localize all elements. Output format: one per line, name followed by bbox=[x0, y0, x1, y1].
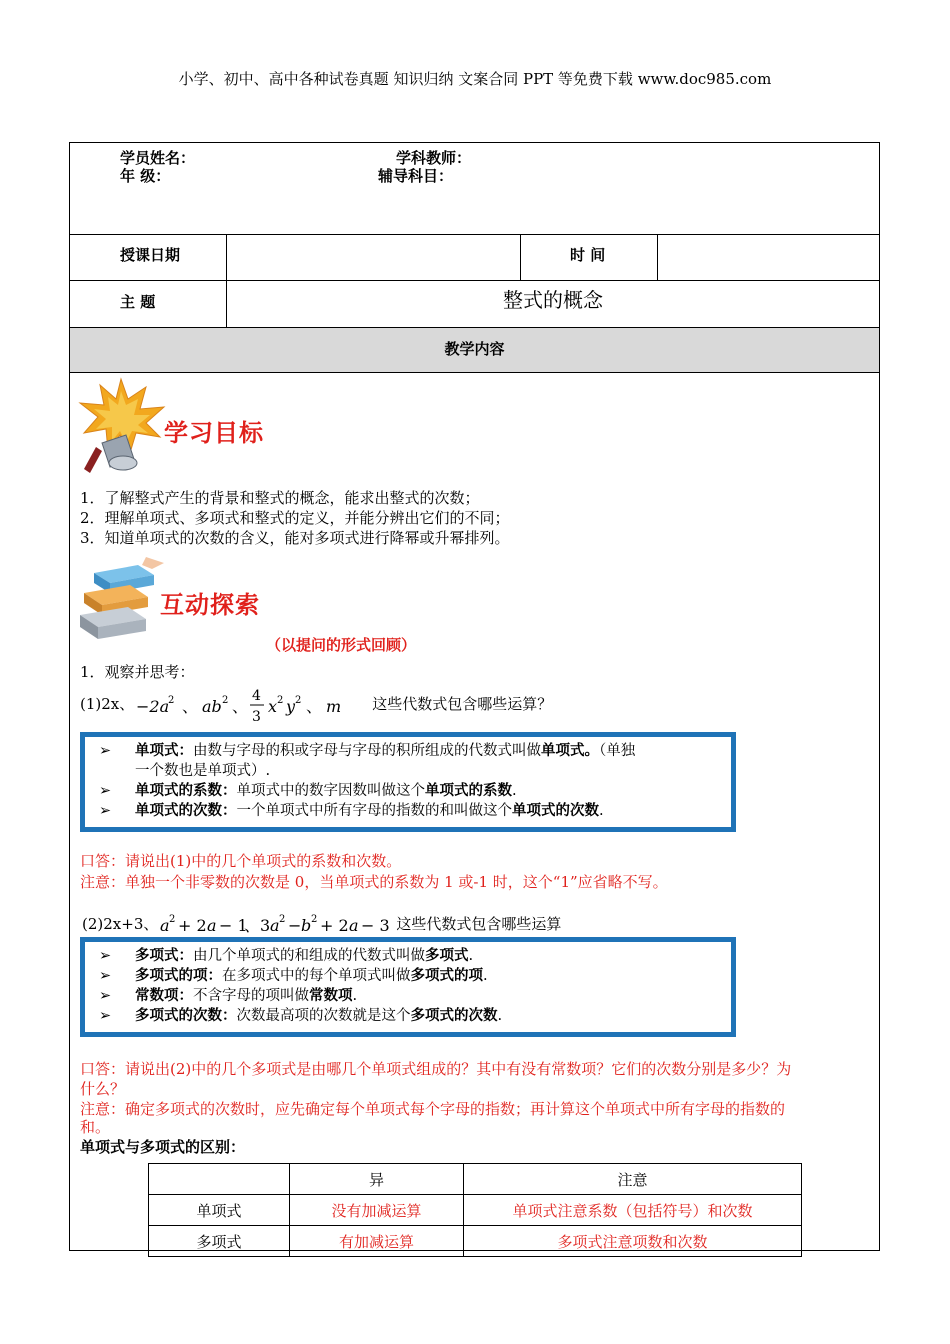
table-row bbox=[149, 1195, 802, 1226]
note-2-line2: 和。 bbox=[80, 1118, 111, 1136]
svg-text:a: a bbox=[207, 916, 217, 935]
page-header: 小学、初中、高中各种试卷真题 知识归纳 文案合同 PPT 等免费下载 www.doc985.com bbox=[178, 70, 772, 88]
svg-text:2: 2 bbox=[168, 695, 175, 706]
maple-leaf-bell-icon bbox=[76, 377, 166, 475]
table-header-cell bbox=[149, 1164, 290, 1195]
svg-text:y: y bbox=[286, 697, 296, 716]
svg-text:− 3: − 3 bbox=[361, 916, 391, 935]
oral-question-2-line2: 什么？ bbox=[80, 1080, 126, 1098]
table-header-cell: 注意 bbox=[464, 1164, 802, 1195]
student-name-label: 学员姓名： bbox=[120, 149, 196, 167]
comparison-table bbox=[148, 1163, 802, 1257]
expr1-suffix: 这些代数式包含哪些运算？ bbox=[372, 695, 553, 713]
definition-row: ➢ 单项式的次数：一个单项式中所有字母的指数的和叫做这个单项式的次数. bbox=[99, 803, 604, 819]
expr2-suffix: 这些代数式包含哪些运算 bbox=[396, 915, 562, 933]
books-icon bbox=[76, 553, 166, 643]
definition-row: ➢ 多项式：由几个单项式的和组成的代数式叫做多项式. bbox=[99, 948, 474, 964]
svg-text:x: x bbox=[268, 697, 278, 716]
topic-label: 主 题 bbox=[120, 293, 156, 311]
svg-text:a: a bbox=[270, 916, 280, 935]
time-value-cell[interactable] bbox=[658, 235, 878, 279]
polynomial-definitions-box bbox=[80, 937, 736, 1037]
svg-text:、: 、 bbox=[182, 697, 199, 716]
definition-row: ➢ 单项式的系数：单项式中的数字因数叫做这个单项式的系数. bbox=[99, 783, 517, 799]
svg-text:、3: 、3 bbox=[244, 916, 271, 935]
svg-text:+ 2: + 2 bbox=[178, 916, 208, 935]
difference-title: 单项式与多项式的区别： bbox=[80, 1138, 246, 1156]
subject-teacher-label: 学科教师： bbox=[396, 149, 472, 167]
table-cell: 单项式注意系数（包括符号）和次数 bbox=[464, 1195, 802, 1226]
table-cell: 有加减运算 bbox=[290, 1226, 464, 1257]
svg-text:ab: ab bbox=[202, 697, 223, 716]
svg-text:2: 2 bbox=[169, 914, 176, 925]
expr2-formula bbox=[158, 912, 396, 938]
table-cell: 多项式注意项数和次数 bbox=[464, 1226, 802, 1257]
definition-row: ➢ 常数项：不含字母的项叫做常数项. bbox=[99, 988, 358, 1004]
grade-label: 年 级： bbox=[120, 167, 171, 185]
table-cell: 多项式 bbox=[149, 1226, 290, 1257]
svg-text:m: m bbox=[326, 697, 342, 716]
content-header: 教学内容 bbox=[444, 340, 505, 358]
date-label: 授课日期 bbox=[120, 246, 181, 264]
topic-title: 整式的概念 bbox=[503, 288, 603, 312]
objective-item: 3．知道单项式的次数的含义，能对多项式进行降幂或升幂排列。 bbox=[80, 529, 510, 547]
objective-item: 1．了解整式产生的背景和整式的概念，能求出整式的次数； bbox=[80, 489, 480, 507]
svg-text:2: 2 bbox=[311, 914, 318, 925]
lesson-sheet bbox=[69, 142, 880, 1251]
svg-text:3: 3 bbox=[252, 709, 262, 725]
time-label: 时 间 bbox=[570, 246, 606, 264]
definition-row: ➢ 多项式的项：在多项式中的每个单项式叫做多项式的项. bbox=[99, 968, 488, 984]
table-cell: 单项式 bbox=[149, 1195, 290, 1226]
svg-text:2: 2 bbox=[222, 695, 229, 706]
table-cell: 没有加减运算 bbox=[290, 1195, 464, 1226]
table-header-row bbox=[149, 1164, 802, 1195]
svg-text:a: a bbox=[160, 916, 170, 935]
svg-text:2: 2 bbox=[277, 695, 284, 706]
question-1: 1．观察并思考： bbox=[80, 663, 195, 681]
interactive-explore-banner bbox=[76, 553, 276, 645]
oral-question-2-line1: 口答：请说出(2)中的几个多项式是由哪几个单项式组成的？其中有没有常数项？它们的次数分别是多少？为 bbox=[80, 1060, 792, 1078]
expr1-formula bbox=[134, 684, 372, 726]
objective-item: 2．理解单项式、多项式和整式的定义，并能分辨出它们的不同； bbox=[80, 509, 510, 527]
svg-text:、: 、 bbox=[232, 697, 249, 716]
svg-text:4: 4 bbox=[252, 688, 262, 704]
learning-goals-title: 学习目标 bbox=[164, 419, 264, 447]
note-1: 注意：单独一个非零数的次数是 0，当单项式的系数为 1 或-1 时，这个“1”应省略不写。 bbox=[80, 873, 668, 891]
svg-text:、: 、 bbox=[306, 697, 323, 716]
learning-goals-banner bbox=[76, 377, 276, 477]
tutoring-subject-label: 辅导科目： bbox=[378, 167, 454, 185]
date-value-cell[interactable] bbox=[227, 235, 519, 279]
definition-row: ➢ 多项式的次数：次数最高项的次数就是这个多项式的次数. bbox=[99, 1008, 503, 1024]
svg-text:−2a: −2a bbox=[136, 697, 170, 716]
interactive-explore-title: 互动探索 bbox=[160, 591, 260, 619]
svg-text:2: 2 bbox=[295, 695, 302, 706]
note-2-line1: 注意：确定多项式的次数时，应先确定每个单项式每个字母的指数；再计算这个单项式中所有字母的指数的 bbox=[80, 1100, 786, 1118]
expression-1 bbox=[80, 683, 552, 725]
table-row bbox=[149, 1226, 802, 1257]
svg-text:2: 2 bbox=[279, 914, 286, 925]
definition-row: 一个数也是单项式）. bbox=[135, 763, 271, 779]
monomial-definitions-box bbox=[80, 732, 736, 832]
expr1-prefix: (1)2x、 bbox=[80, 695, 135, 713]
svg-text:−: − bbox=[288, 916, 302, 935]
subtitle: （以提问的形式回顾） bbox=[266, 636, 417, 654]
table-header-cell: 异 bbox=[290, 1164, 464, 1195]
svg-text:b: b bbox=[301, 916, 312, 935]
svg-text:− 1: − 1 bbox=[219, 916, 249, 935]
definition-row: ➢ 单项式：由数与字母的积或字母与字母的积所组成的代数式叫做单项式。（单独 bbox=[99, 743, 636, 759]
svg-text:+ 2: + 2 bbox=[320, 916, 350, 935]
expression-2 bbox=[82, 911, 561, 937]
svg-text:a: a bbox=[349, 916, 359, 935]
expr2-prefix: (2)2x+3、 bbox=[82, 915, 159, 933]
oral-question-1: 口答：请说出(1)中的几个单项式的系数和次数。 bbox=[80, 852, 402, 870]
